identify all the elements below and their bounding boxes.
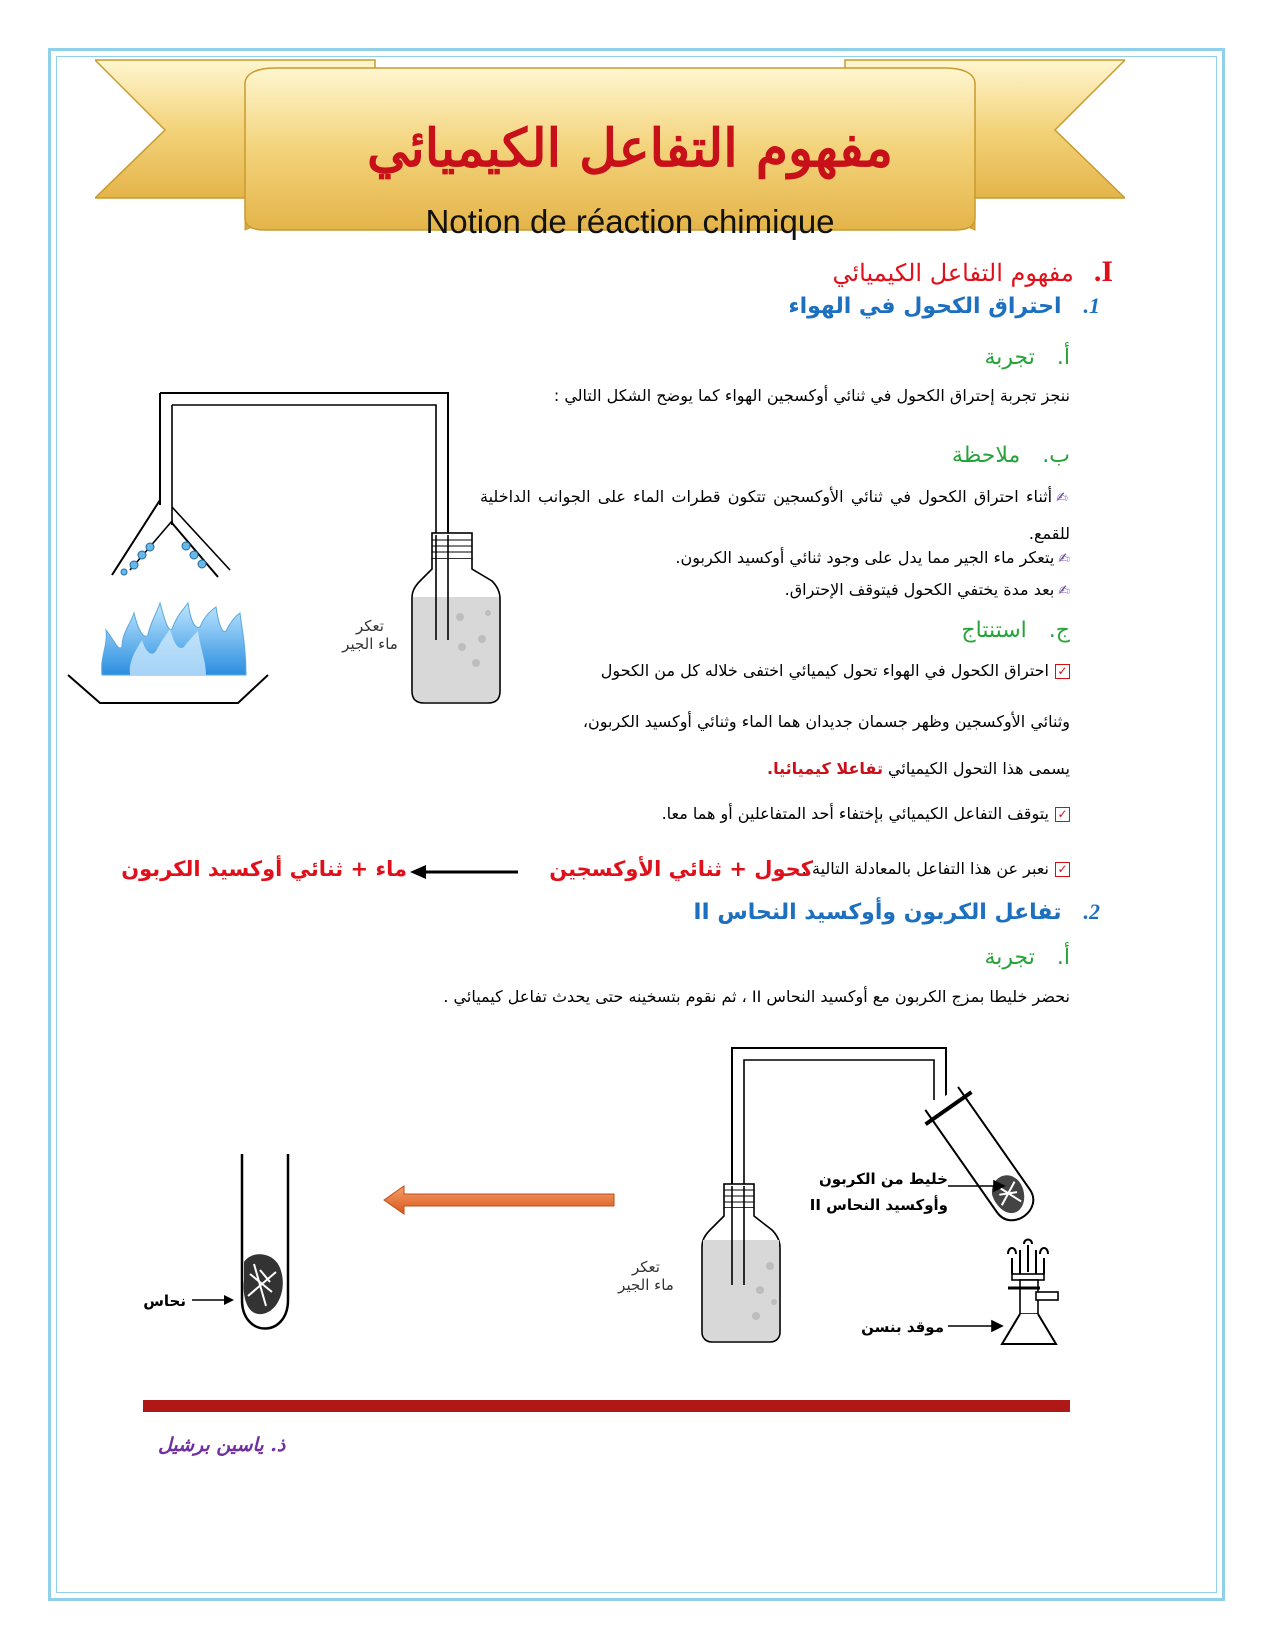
limewater-bottle-icon <box>412 533 500 703</box>
observation-label: ملاحظة <box>951 443 1021 468</box>
conclusion-text: يسمى هذا التحول الكيميائي <box>888 759 1070 778</box>
funnel-icon <box>112 393 448 640</box>
result-arrow-icon <box>380 1180 620 1220</box>
observation-number: ب. <box>1042 443 1070 468</box>
experiment-label: تجربة <box>984 945 1035 970</box>
author-signature: ذ. ياسين برشيل <box>158 1434 286 1456</box>
observation-heading <box>952 443 1070 468</box>
experiment-label: تجربة <box>984 345 1035 370</box>
copper-test-tube-icon <box>230 1150 300 1360</box>
subsection-1-heading <box>788 293 1100 319</box>
subsection-1-title: احتراق الكحول في الهواء <box>788 294 1062 319</box>
conclusion-line-2: وثنائي الأوكسجين وظهر جسمان جديدان هما الماء وثنائي أوكسيد الكربون، <box>582 712 1070 731</box>
bunsen-burner-icon <box>1002 1240 1058 1345</box>
copper-label: نحاس <box>143 1292 186 1310</box>
section-heading <box>832 255 1113 289</box>
pen-icon: ✍ <box>1058 551 1070 567</box>
observation-text: أثناء احتراق الكحول في ثنائي الأوكسجين تتكون قطرات الماء على الجوانب الداخلية للقمع. <box>480 487 1070 543</box>
experiment-number: أ. <box>1056 345 1070 370</box>
conclusion-text: احتراق الكحول في الهواء تحول كيميائي اختفى خلاله كل من الكحول <box>600 661 1049 680</box>
observation-item-3 <box>785 580 1070 599</box>
experiment-heading-2 <box>985 945 1071 970</box>
experiment-text-1: ننجز تجربة إحتراق الكحول في ثنائي أوكسجين الهواء كما يوضح الشكل التالي : <box>553 386 1070 405</box>
checkbox-icon: ✓ <box>1055 664 1070 679</box>
equation-reactants: كحول + ثنائي الأوكسجين <box>549 857 813 881</box>
chemical-reaction-term: تفاعلا كيميائيا. <box>767 759 883 778</box>
limewater-bottle-icon <box>702 1184 780 1342</box>
label-line: تعكر <box>356 617 384 635</box>
page-title-french: Notion de réaction chimique <box>425 203 835 240</box>
conclusion-line-1 <box>601 661 1070 680</box>
footer-rule <box>143 1400 1070 1412</box>
observation-item-1 <box>480 479 1070 552</box>
label-line: تعكر <box>632 1258 660 1276</box>
equation-products: ماء + ثنائي أوكسيد الكربون <box>121 857 407 881</box>
subsection-2-heading <box>693 899 1100 925</box>
limewater-label-1 <box>330 617 410 653</box>
reaction-stop-text: يتوقف التفاعل الكيميائي بإختفاء أحد المتفاعلين أو هما معا. <box>661 804 1049 823</box>
experiment-text-2: نحضر خليطا بمزج الكربون مع أوكسيد النحاس II ، ثم نقوم بتسخينه حتى يحدث تفاعل كيميائي . <box>443 987 1070 1006</box>
conclusion-heading <box>961 618 1070 643</box>
pen-icon: ✍ <box>1058 583 1070 599</box>
flame-icon <box>102 603 246 675</box>
equation-intro-text: نعبر عن هذا التفاعل بالمعادلة التالية : <box>801 859 1049 878</box>
section-number: I. <box>1093 255 1113 288</box>
subsection-2-title: تفاعل الكربون وأوكسيد النحاس II <box>693 900 1062 925</box>
subsection-2-number: 2. <box>1083 899 1100 924</box>
limewater-label-2 <box>606 1258 686 1294</box>
label-line: خليط من الكربون <box>818 1170 948 1188</box>
conclusion-line-3 <box>767 759 1070 778</box>
experiment-heading-1 <box>985 345 1071 370</box>
section-title: مفهوم التفاعل الكيميائي <box>832 259 1074 287</box>
checkbox-icon: ✓ <box>1055 862 1070 877</box>
combustion-figure <box>60 385 520 715</box>
checkbox-icon: ✓ <box>1055 807 1070 822</box>
mixture-label <box>810 1170 948 1214</box>
conclusion-label: استنتاج <box>961 618 1027 643</box>
reaction-arrow-icon <box>408 862 520 882</box>
pen-icon: ✍ <box>1056 490 1071 506</box>
label-line: ماء الجير <box>618 1276 674 1294</box>
subsection-1-number: 1. <box>1083 293 1100 318</box>
bunsen-burner-label: موقد بنسن <box>861 1318 944 1336</box>
page-title-arabic: مفهوم التفاعل الكيميائي <box>366 118 894 179</box>
burner-dish-icon <box>68 675 268 703</box>
observation-item-2 <box>675 548 1070 567</box>
equation-intro <box>802 859 1070 878</box>
reaction-stop-line <box>662 804 1070 823</box>
conclusion-number: ج. <box>1048 618 1070 643</box>
experiment-number: أ. <box>1056 945 1070 970</box>
label-line: ماء الجير <box>342 635 398 653</box>
label-line: وأوكسيد النحاس II <box>809 1196 948 1214</box>
observation-text: بعد مدة يختفي الكحول فيتوقف الإحتراق. <box>784 580 1055 599</box>
copper-pointer-icon <box>192 1292 236 1308</box>
observation-text: يتعكر ماء الجير مما يدل على وجود ثنائي أوكسيد الكربون. <box>675 548 1055 567</box>
